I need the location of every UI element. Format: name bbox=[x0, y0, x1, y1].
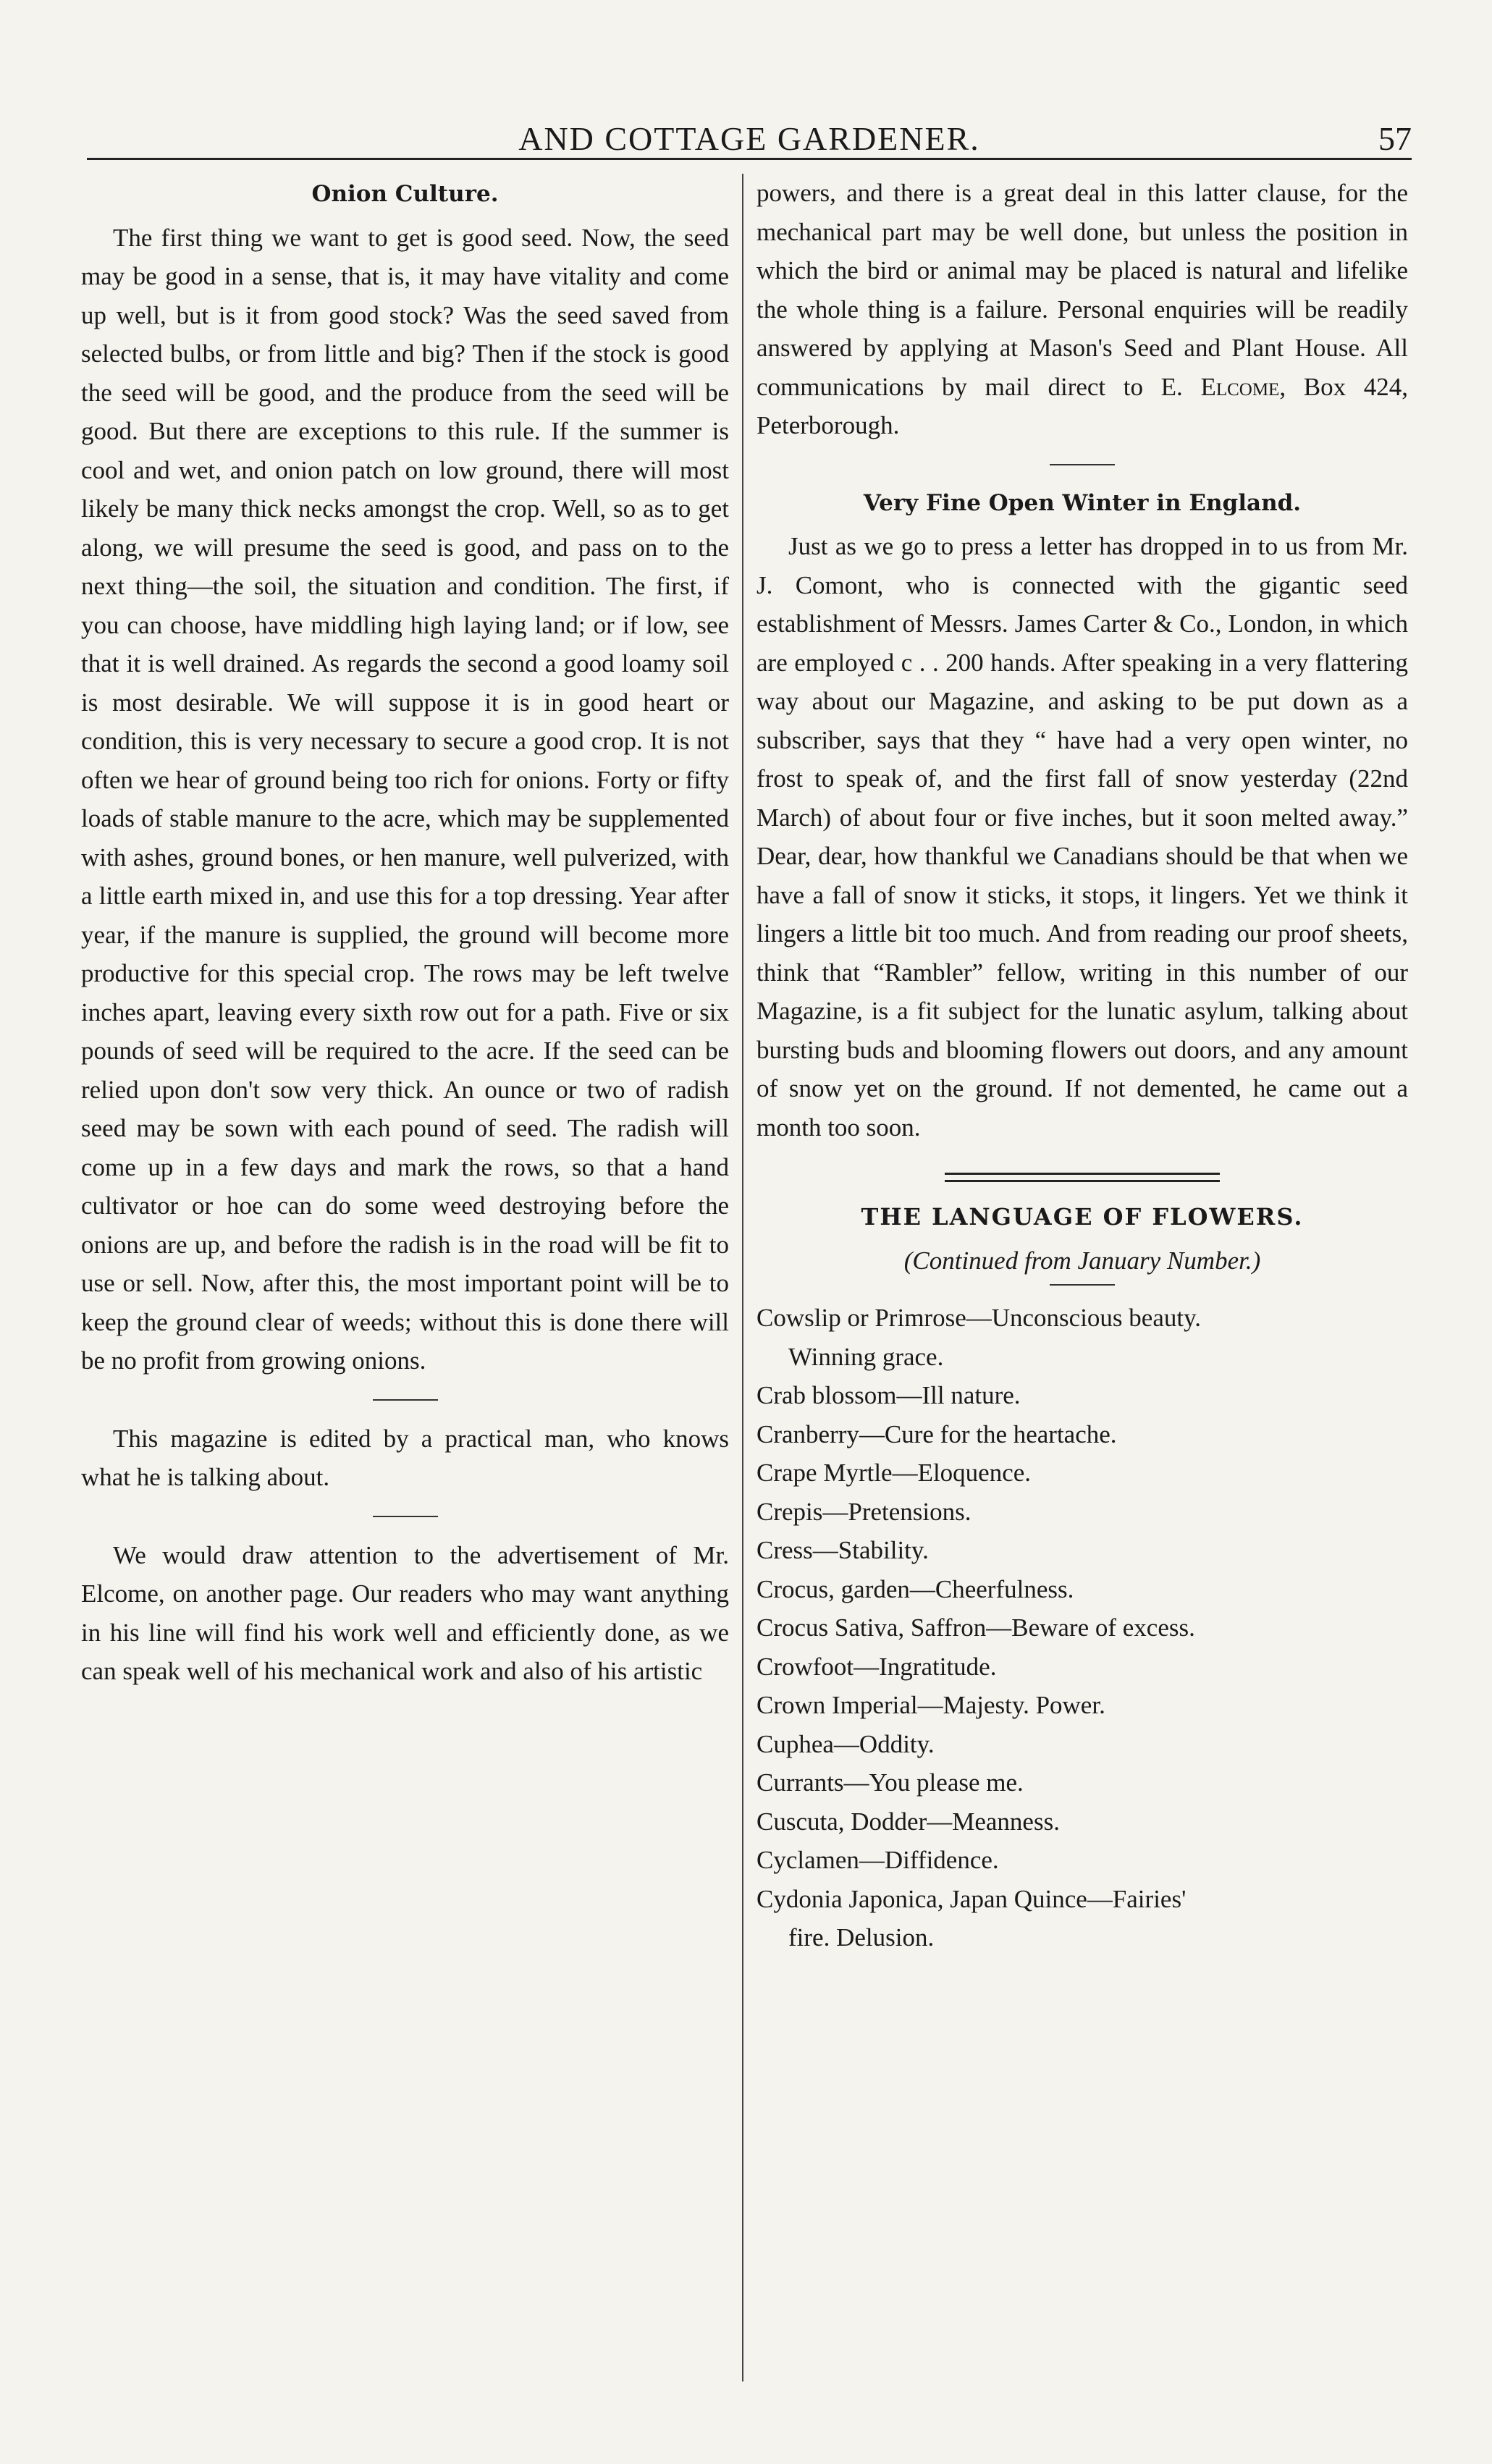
flower-entry: fire. Delusion. bbox=[788, 1923, 935, 1952]
flower-entry: Cyclamen—Diffidence. bbox=[756, 1846, 999, 1874]
page-number: 57 bbox=[1378, 120, 1412, 157]
flower-entry: Cowslip or Primrose—Unconscious beauty. bbox=[756, 1304, 1202, 1332]
onion-culture-heading: Onion Culture. bbox=[311, 181, 499, 207]
flower-entry: Crowfoot—Ingratitude. bbox=[756, 1652, 997, 1681]
page-header bbox=[87, 112, 1412, 163]
header-rule bbox=[87, 158, 1412, 160]
flower-list bbox=[756, 1299, 1408, 1957]
flower-entry: Cydonia Japonica, Japan Quince—Fairies' bbox=[756, 1884, 1187, 1913]
flower-entry: Crepis—Pretensions. bbox=[756, 1497, 972, 1526]
advert-continuation bbox=[756, 174, 1408, 445]
flower-entry: Winning grace. bbox=[788, 1342, 944, 1371]
advert-continuation-end: , Box 424, Peterborough. bbox=[756, 372, 1408, 439]
section-rule bbox=[373, 1516, 438, 1517]
flower-entry: Cuphea—Oddity. bbox=[756, 1729, 935, 1758]
language-subheading: (Continued from January Number.) bbox=[903, 1246, 1261, 1275]
advert-name: Elcome bbox=[1200, 372, 1280, 401]
editor-note: This magazine is edited by a practical man, who knows what he is talking about. bbox=[81, 1424, 729, 1491]
onion-culture-text: The first thing we want to get is good seed. Now, the seed may be good in a sense, that is, it may have vitality and come up well, but is it from good stock? Was the seed saved from selected bulbs, or from little and big? Then if the stock is good the seed will be good, and the produce from the seed will be good. But there are exceptions to this rule. If the summer is cool and wet, and onion patch on low ground, there will most likely be many thick necks amongst the crop. Well, so as to get along, we will presume the seed is good, and pass on to the next thing—the soil, the situation and condition. The first, if you can choose, have middling high laying land; or if low, see that it is well drained. As regards the second a good loamy soil is most desirable. We will suppose it is in good heart or condition, this is very necessary to secure a good crop. It is not often we hear of ground being too rich for onions. Forty or fifty loads of stable manure to the acre, which may be supplemented with ashes, ground bones, or hen manure, well pulverized, with a little earth mixed in, and use this for a top dressing. Year after year, if the manure is supplied, the ground will become more productive for this special crop. The rows may be left twelve inches apart, leaving every sixth row out for a path. Five or six pounds of seed will be required to the acre. If the seed can be relied upon don't sow very thick. An ounce or two of radish seed may be sown with each pound of seed. The radish will come up in a few days and mark the rows, so that a hand cultivator or hoe can do some weed destroying before the onions are up, and before the radish is in the road will be fit to use or sell. Now, after this, the most important point will be to keep the ground clear of weeds; without this is done there will be no profit from growing onions. bbox=[81, 223, 729, 1375]
language-heading: THE LANGUAGE OF FLOWERS. bbox=[861, 1203, 1304, 1231]
section-rule bbox=[1050, 464, 1115, 465]
section-rule bbox=[373, 1399, 438, 1401]
flower-entry: Currants—You please me. bbox=[756, 1768, 1024, 1797]
flower-entry: Crocus, garden—Cheerfulness. bbox=[756, 1574, 1074, 1603]
double-rule bbox=[945, 1173, 1220, 1182]
flower-entry: Crab blossom—Ill nature. bbox=[756, 1381, 1021, 1409]
right-column bbox=[756, 174, 1408, 1957]
winter-text: Just as we go to press a letter has dropped in to us from Mr. J. Comont, who is connected with the gigantic seed establishment of Messrs. James Carter & Co., London, in which are employed c . . 200 hands. After speaking in a very flattering way about our Magazine, and asking to be put down as a subscriber, says that they “ have had a very open winter, no frost to speak of, and the first fall of snow yesterday (22nd March) of about four or five inches, but it soon melted away.” Dear, dear, how thankful we Canadians should be that when we have a fall of snow it sticks, it stops, it lingers. Yet we think it lingers a little bit too much. And from reading our proof sheets, think that “Rambler” fellow, writing in this number of our Magazine, is a fit subject for the lunatic asylum, talking about bursting buds and blooming flowers out doors, and any amount of snow yet on the ground. If not demented, he came out a month too soon. bbox=[756, 532, 1408, 1142]
flower-entry: Crocus Sativa, Saffron—Beware of excess. bbox=[756, 1613, 1195, 1642]
flower-entry: Crown Imperial—Majesty. Power. bbox=[756, 1691, 1105, 1719]
section-rule bbox=[1050, 1284, 1115, 1286]
flower-entry: Cranberry—Cure for the heartache. bbox=[756, 1419, 1117, 1448]
column-divider bbox=[742, 174, 743, 2381]
flower-entry: Cress—Stability. bbox=[756, 1536, 929, 1564]
flower-entry: Cuscuta, Dodder—Meanness. bbox=[756, 1807, 1060, 1836]
winter-heading: Very Fine Open Winter in England. bbox=[863, 489, 1302, 516]
advert-continuation-text: powers, and there is a great deal in this latter clause, for the mechanical part may be well done, but unless the position in which the bird or animal may be placed is natural and lifelike the whole thing is a failure. Personal enquiries will be readily answered by applying at Mason's Seed and Plant House. All communications by mail direct to E. bbox=[756, 179, 1408, 401]
flower-entry: Crape Myrtle—Eloquence. bbox=[756, 1459, 1032, 1487]
advert-notice: We would draw attention to the advertisement of Mr. Elcome, on another page. Our readers who may want anything in his line will find his work well and efficiently done, as we can speak well of his mechanical work and also of his artistic bbox=[81, 1540, 729, 1685]
left-column bbox=[81, 174, 729, 1691]
running-title: AND COTTAGE GARDENER. bbox=[518, 120, 980, 157]
